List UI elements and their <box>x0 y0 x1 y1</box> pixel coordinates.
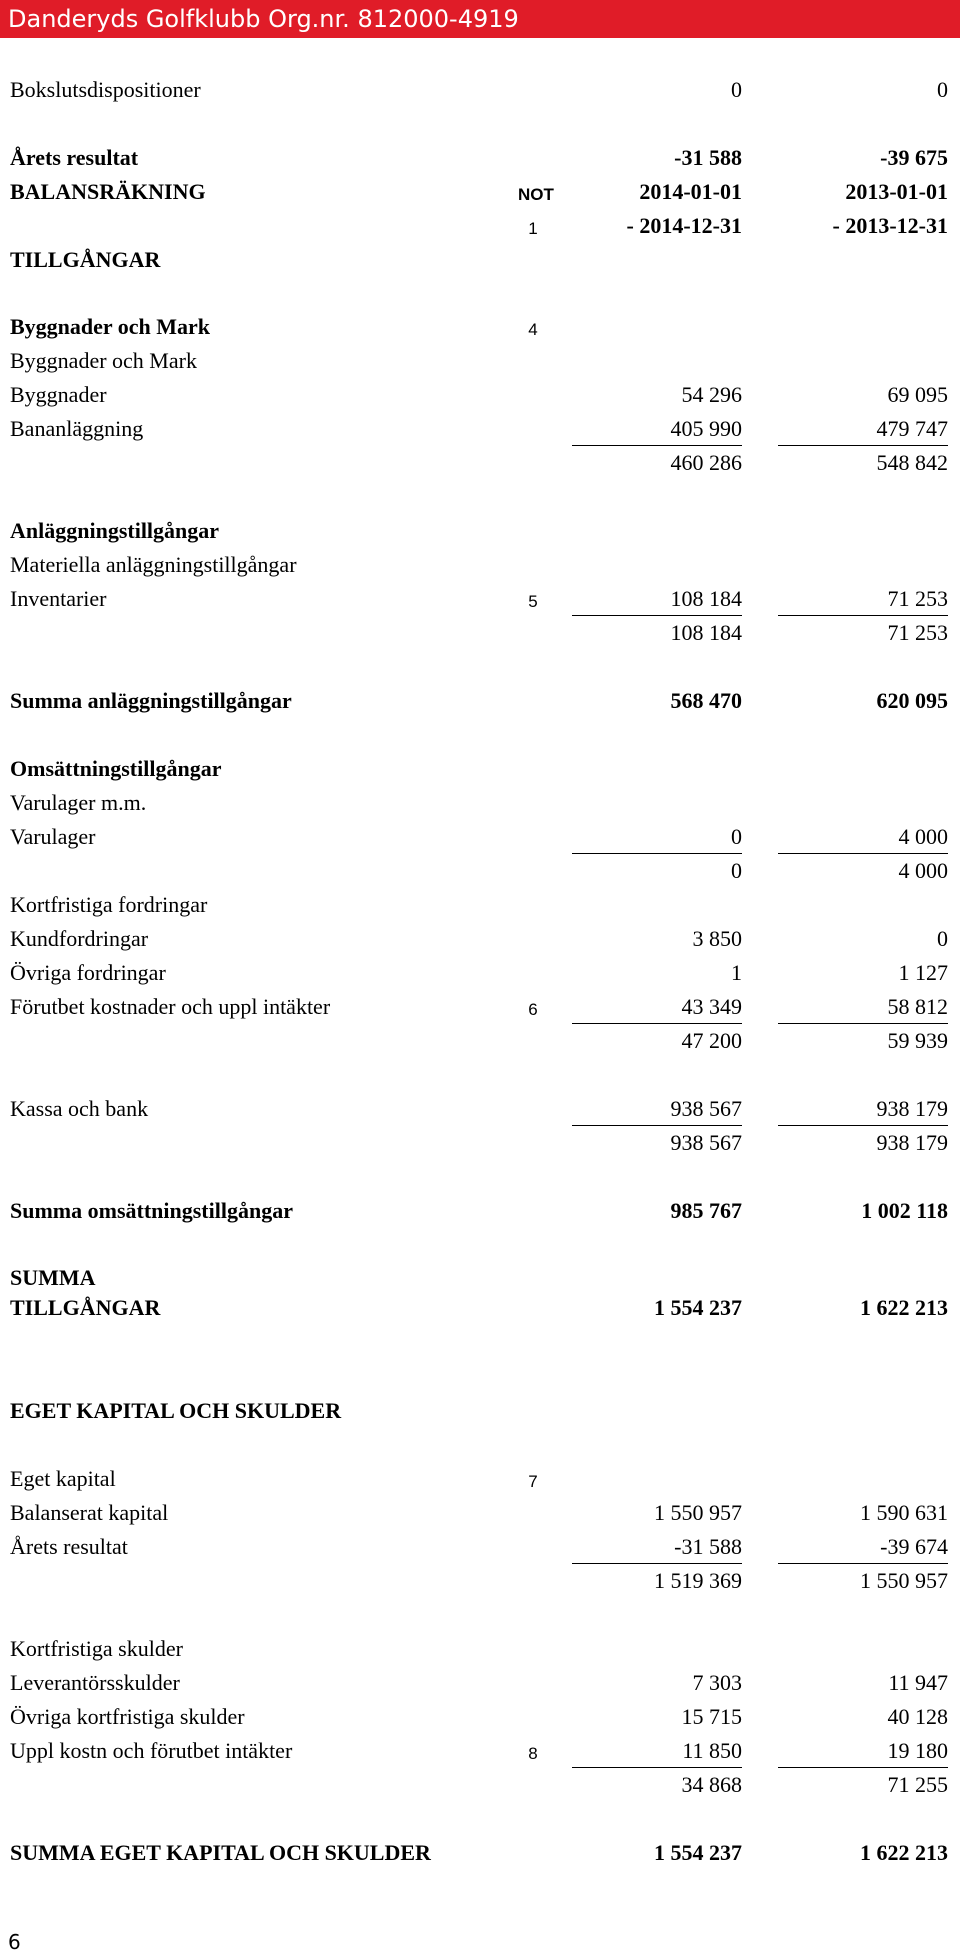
value-2014: 11 850 <box>682 1738 742 1763</box>
statement-row <box>0 344 960 378</box>
row-label: Övriga fordringar <box>10 960 166 985</box>
value-2013: 2013-01-01 <box>845 179 948 204</box>
row-label: TILLGÅNGAR <box>10 1295 161 1320</box>
statement-row <box>0 616 960 650</box>
value-2013: -39 674 <box>880 1534 948 1559</box>
note-ref: NOT <box>518 185 554 204</box>
value-2013: 58 812 <box>887 994 948 1019</box>
statement-row <box>0 310 960 344</box>
statement-row <box>0 175 960 209</box>
value-2013: 71 255 <box>887 1772 948 1797</box>
row-label: TILLGÅNGAR <box>10 247 161 272</box>
value-2013: 59 939 <box>887 1028 948 1053</box>
statement-row <box>0 1126 960 1160</box>
row-label: Byggnader och Mark <box>10 314 211 339</box>
value-2013: 1 590 631 <box>860 1500 948 1525</box>
statement-row <box>0 582 960 616</box>
row-label: Byggnader <box>10 382 107 407</box>
statement-row <box>0 990 960 1024</box>
value-2013: 620 095 <box>876 688 948 713</box>
row-label: Bananläggning <box>10 416 144 441</box>
row-label: Materiella anläggningstillgångar <box>10 552 297 577</box>
value-2014: 1 <box>731 960 742 985</box>
row-label: Byggnader och Mark <box>10 348 197 373</box>
statement-row <box>0 752 960 786</box>
value-2013: 479 747 <box>876 416 948 441</box>
row-label: Uppl kostn och förutbet intäkter <box>10 1738 293 1763</box>
note-ref: 1 <box>528 219 538 238</box>
statement-row <box>0 786 960 820</box>
row-label: Eget kapital <box>10 1466 116 1491</box>
statement-row <box>0 1194 960 1228</box>
row-label: Anläggningstillgångar <box>10 518 220 543</box>
value-2013: 71 253 <box>887 620 948 645</box>
note-ref: 4 <box>528 320 538 339</box>
statement-row <box>0 1564 960 1598</box>
row-label: Balanserat kapital <box>10 1500 169 1525</box>
row-label: SUMMA EGET KAPITAL OCH SKULDER <box>10 1840 431 1865</box>
statement-row <box>0 854 960 888</box>
value-2013: 548 842 <box>876 450 948 475</box>
value-2013: -39 675 <box>880 145 948 170</box>
value-2014: 460 286 <box>670 450 742 475</box>
value-2013: 1 127 <box>898 960 948 985</box>
statement-row <box>0 956 960 990</box>
row-label: BALANSRÄKNING <box>10 179 206 204</box>
value-2014: - 2014-12-31 <box>626 213 742 238</box>
statement-row <box>0 548 960 582</box>
note-ref: 5 <box>528 592 538 611</box>
row-label: Omsättningstillgångar <box>10 756 222 781</box>
row-label: Varulager <box>10 824 96 849</box>
value-2014: 0 <box>731 77 742 102</box>
row-label: Förutbet kostnader och uppl intäkter <box>10 994 331 1019</box>
row-label: Bokslutsdispositioner <box>10 77 201 102</box>
statement-row <box>0 1496 960 1530</box>
statement-row <box>0 1261 960 1295</box>
value-2013: 1 550 957 <box>860 1568 948 1593</box>
value-2013: 71 253 <box>887 586 948 611</box>
statement-row <box>0 888 960 922</box>
statement-row <box>0 1734 960 1768</box>
statement-row <box>0 514 960 548</box>
value-2013: 938 179 <box>876 1096 948 1121</box>
statement-row <box>0 1836 960 1870</box>
value-2014: 2014-01-01 <box>639 179 742 204</box>
statement-row <box>0 378 960 412</box>
value-2014: -31 588 <box>674 1534 742 1559</box>
value-2014: 0 <box>731 858 742 883</box>
value-2013: - 2013-12-31 <box>832 213 948 238</box>
value-2014: 985 767 <box>670 1198 742 1223</box>
note-ref: 6 <box>528 1000 538 1019</box>
statement-row <box>0 1092 960 1126</box>
statement-row <box>0 1700 960 1734</box>
value-2014: 0 <box>731 824 742 849</box>
row-label: Summa anläggningstillgångar <box>10 688 292 713</box>
value-2014: -31 588 <box>674 145 742 170</box>
value-2014: 568 470 <box>670 688 742 713</box>
value-2014: 3 850 <box>692 926 742 951</box>
value-2013: 19 180 <box>887 1738 948 1763</box>
value-2014: 34 868 <box>681 1772 742 1797</box>
statement-row <box>0 141 960 175</box>
statement-row <box>0 446 960 480</box>
value-2014: 108 184 <box>670 620 742 645</box>
statement-row <box>0 1768 960 1802</box>
value-2013: 1 002 118 <box>861 1198 948 1223</box>
statement-row <box>0 922 960 956</box>
value-2013: 4 000 <box>898 824 948 849</box>
statement-row <box>0 1530 960 1564</box>
row-label: Övriga kortfristiga skulder <box>10 1704 245 1729</box>
row-label: Kundfordringar <box>10 926 149 951</box>
value-2014: 938 567 <box>670 1130 742 1155</box>
value-2013: 0 <box>937 926 948 951</box>
value-2014: 43 349 <box>681 994 742 1019</box>
value-2014: 1 519 369 <box>654 1568 742 1593</box>
statement-row <box>0 1024 960 1058</box>
statement-row <box>0 1666 960 1700</box>
value-2014: 1 554 237 <box>654 1840 742 1865</box>
value-2014: 938 567 <box>670 1096 742 1121</box>
statement-row <box>0 1462 960 1496</box>
value-2014: 405 990 <box>670 416 742 441</box>
value-2013: 4 000 <box>898 858 948 883</box>
value-2013: 1 622 213 <box>860 1295 948 1320</box>
value-2013: 938 179 <box>876 1130 948 1155</box>
value-2014: 1 550 957 <box>654 1500 742 1525</box>
row-label: Varulager m.m. <box>10 790 147 815</box>
value-2013: 0 <box>937 77 948 102</box>
value-2014: 47 200 <box>681 1028 742 1053</box>
note-ref: 8 <box>528 1744 538 1763</box>
row-label: Inventarier <box>10 586 107 611</box>
statement-row <box>0 243 960 277</box>
statement-row <box>0 73 960 107</box>
value-2014: 1 554 237 <box>654 1295 742 1320</box>
row-label: SUMMA <box>10 1265 96 1290</box>
row-label: Kortfristiga skulder <box>10 1636 183 1661</box>
row-label: Kortfristiga fordringar <box>10 892 208 917</box>
statement-row <box>0 1632 960 1666</box>
note-ref: 7 <box>528 1472 538 1491</box>
row-label: Årets resultat <box>10 145 139 170</box>
row-label: Leverantörsskulder <box>10 1670 180 1695</box>
value-2014: 15 715 <box>681 1704 742 1729</box>
row-label: Summa omsättningstillgångar <box>10 1198 293 1223</box>
row-label: Kassa och bank <box>10 1096 149 1121</box>
page-number: 6 <box>8 1930 21 1954</box>
value-2013: 1 622 213 <box>860 1840 948 1865</box>
statement-row <box>0 209 960 243</box>
value-2013: 40 128 <box>887 1704 948 1729</box>
row-label: Årets resultat <box>10 1534 128 1559</box>
value-2013: 11 947 <box>888 1670 948 1695</box>
value-2014: 7 303 <box>692 1670 742 1695</box>
document-header: Danderyds Golfklubb Org.nr. 812000-4919 <box>0 0 960 38</box>
value-2014: 54 296 <box>681 382 742 407</box>
row-label: EGET KAPITAL OCH SKULDER <box>10 1398 342 1423</box>
statement-row <box>0 412 960 446</box>
value-2014: 108 184 <box>670 586 742 611</box>
value-2013: 69 095 <box>887 382 948 407</box>
statement-row <box>0 684 960 718</box>
statement-row <box>0 1394 960 1428</box>
statement-row <box>0 1291 960 1325</box>
statement-row <box>0 820 960 854</box>
